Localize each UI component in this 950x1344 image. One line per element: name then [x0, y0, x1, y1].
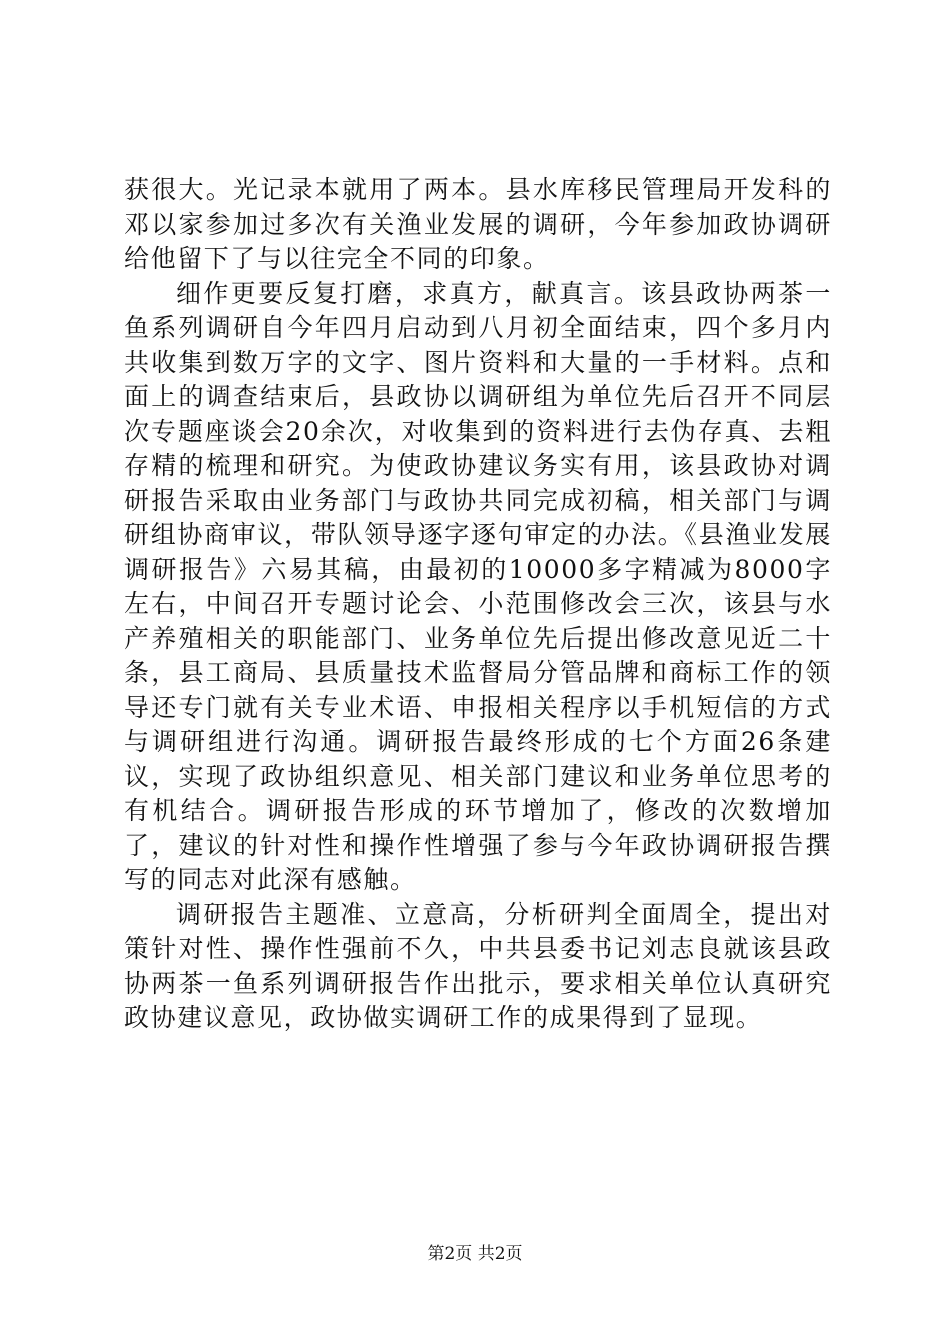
document-body: [124, 173, 832, 1036]
paragraph-revision-process: 细作更要反复打磨，求真方，献真言。该县政协两茶一鱼系列调研自今年四月启动到八月初全面结束，四个多月内共收集到数万字的文字、图片资料和大量的一手材料。点和面上的调查结束后，县政协以调研组为单位先后召开不同层次专题座谈会20余次，对收集到的资料进行去伪存真、去粗存精的梳理和研究。为使政协建议务实有用，该县政协对调研报告采取由业务部门与政协共同完成初稿，相关部门与调研组协商审议，带队领导逐字逐句审定的办法。《县渔业发展调研报告》六易其稿，由最初的10000多字精减为8000字左右，中间召开专题讨论会、小范围修改会三次，该县与水产养殖相关的职能部门、业务单位先后提出修改意见近二十条，县工商局、县质量技术监督局分管品牌和商标工作的领导还专门就有关专业术语、申报相关程序以手机短信的方式与调研组进行沟通。调研报告最终形成的七个方面26条建议，实现了政协组织意见、相关部门建议和业务单位思考的有机结合。调研报告形成的环节增加了，修改的次数增加了，建议的针对性和操作性增强了参与今年政协调研报告撰写的同志对此深有感触。: [124, 278, 832, 894]
page-footer: 第2页 共2页: [427, 1244, 523, 1264]
paragraph-report-results: 调研报告主题准、立意高，分析研判全面周全，提出对策针对性、操作性强前不久，中共县委书记刘志良就该县政协两茶一鱼系列调研报告作出批示，要求相关单位认真研究政协建议意见，政协做实调研工作的成果得到了显现。: [124, 899, 832, 1032]
paragraph-continuation: 获很大。光记录本就用了两本。县水库移民管理局开发科的邓以家参加过多次有关渔业发展的调研，今年参加政协调研给他留下了与以往完全不同的印象。: [124, 175, 832, 273]
